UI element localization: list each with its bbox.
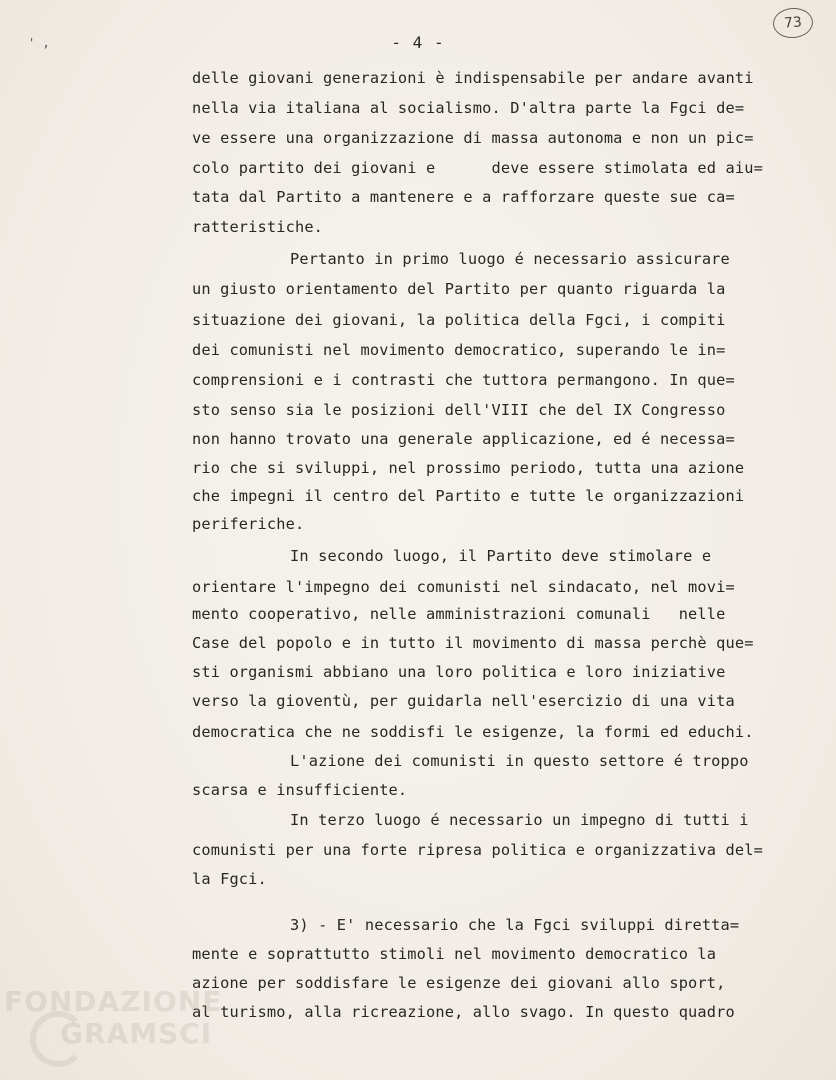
text-line: verso la gioventù, per guidarla nell'esercizio di una vita — [192, 692, 735, 710]
text-line: rio che si sviluppi, nel prossimo periodo, tutta una azione — [192, 459, 745, 477]
text-line: non hanno trovato una generale applicazione, ed é necessa= — [192, 430, 735, 448]
text-line: democratica che ne soddisfi le esigenze, la formi ed educhi. — [192, 723, 754, 741]
paragraph-start: In secondo luogo, il Partito deve stimolare e — [290, 547, 712, 565]
text-line: nella via italiana al socialismo. D'altra parte la Fgci de= — [192, 99, 745, 117]
paragraph-start: L'azione dei comunisti in questo settore é troppo — [290, 752, 749, 770]
text-line: periferiche. — [192, 515, 305, 533]
text-line: colo partito dei giovani e deve essere stimolata ed aiu= — [192, 159, 763, 177]
text-line: comprensioni e i contrasti che tuttora permangono. In que= — [192, 371, 735, 389]
paragraph-start: Pertanto in primo luogo é necessario assicurare — [290, 250, 730, 268]
text-line: comunisti per una forte ripresa politica e organizzativa del= — [192, 841, 763, 859]
text-line: mente e soprattutto stimoli nel movimento democratico la — [192, 945, 717, 963]
watermark-line1: FONDAZIONE — [4, 985, 223, 1018]
watermark-line2: GRAMSCI — [60, 1017, 213, 1050]
section-start: 3) - E' necessario che la Fgci sviluppi diretta= — [290, 916, 740, 934]
text-line: sti organismi abbiano una loro politica e loro iniziative — [192, 663, 726, 681]
text-line: scarsa e insufficiente. — [192, 781, 408, 799]
paragraph-start: In terzo luogo é necessario un impegno di tutti i — [290, 811, 749, 829]
text-line: un giusto orientamento del Partito per quanto riguarda la — [192, 280, 726, 298]
text-line: sto senso sia le posizioni dell'VIII che del IX Congresso — [192, 401, 726, 419]
text-line: azione per soddisfare le esigenze dei giovani allo sport, — [192, 974, 726, 992]
text-line: mento cooperativo, nelle amministrazioni comunali nelle — [192, 605, 726, 623]
text-line: orientare l'impegno dei comunisti nel sindacato, nel movi= — [192, 578, 735, 596]
text-line: situazione dei giovani, la politica della Fgci, i compiti — [192, 311, 726, 329]
ink-specks: ' , — [28, 36, 50, 50]
archive-page-stamp: 73 — [772, 7, 814, 40]
text-line: ve essere una organizzazione di massa autonoma e non un pic= — [192, 129, 754, 147]
text-line: delle giovani generazioni è indispensabile per andare avanti — [192, 69, 754, 87]
text-line: che impegni il centro del Partito e tutte le organizzazioni — [192, 487, 745, 505]
text-line: la Fgci. — [192, 870, 267, 888]
text-line: ratteristiche. — [192, 218, 324, 236]
fondazione-gramsci-watermark — [0, 985, 223, 1075]
text-line: dei comunisti nel movimento democratico, superando le in= — [192, 341, 726, 359]
text-line: tata dal Partito a mantenere e a rafforzare queste sue ca= — [192, 188, 735, 206]
text-line: Case del popolo e in tutto il movimento di massa perchè que= — [192, 634, 754, 652]
page-number: - 4 - — [391, 33, 445, 52]
text-line: al turismo, alla ricreazione, allo svago. In questo quadro — [192, 1003, 735, 1021]
